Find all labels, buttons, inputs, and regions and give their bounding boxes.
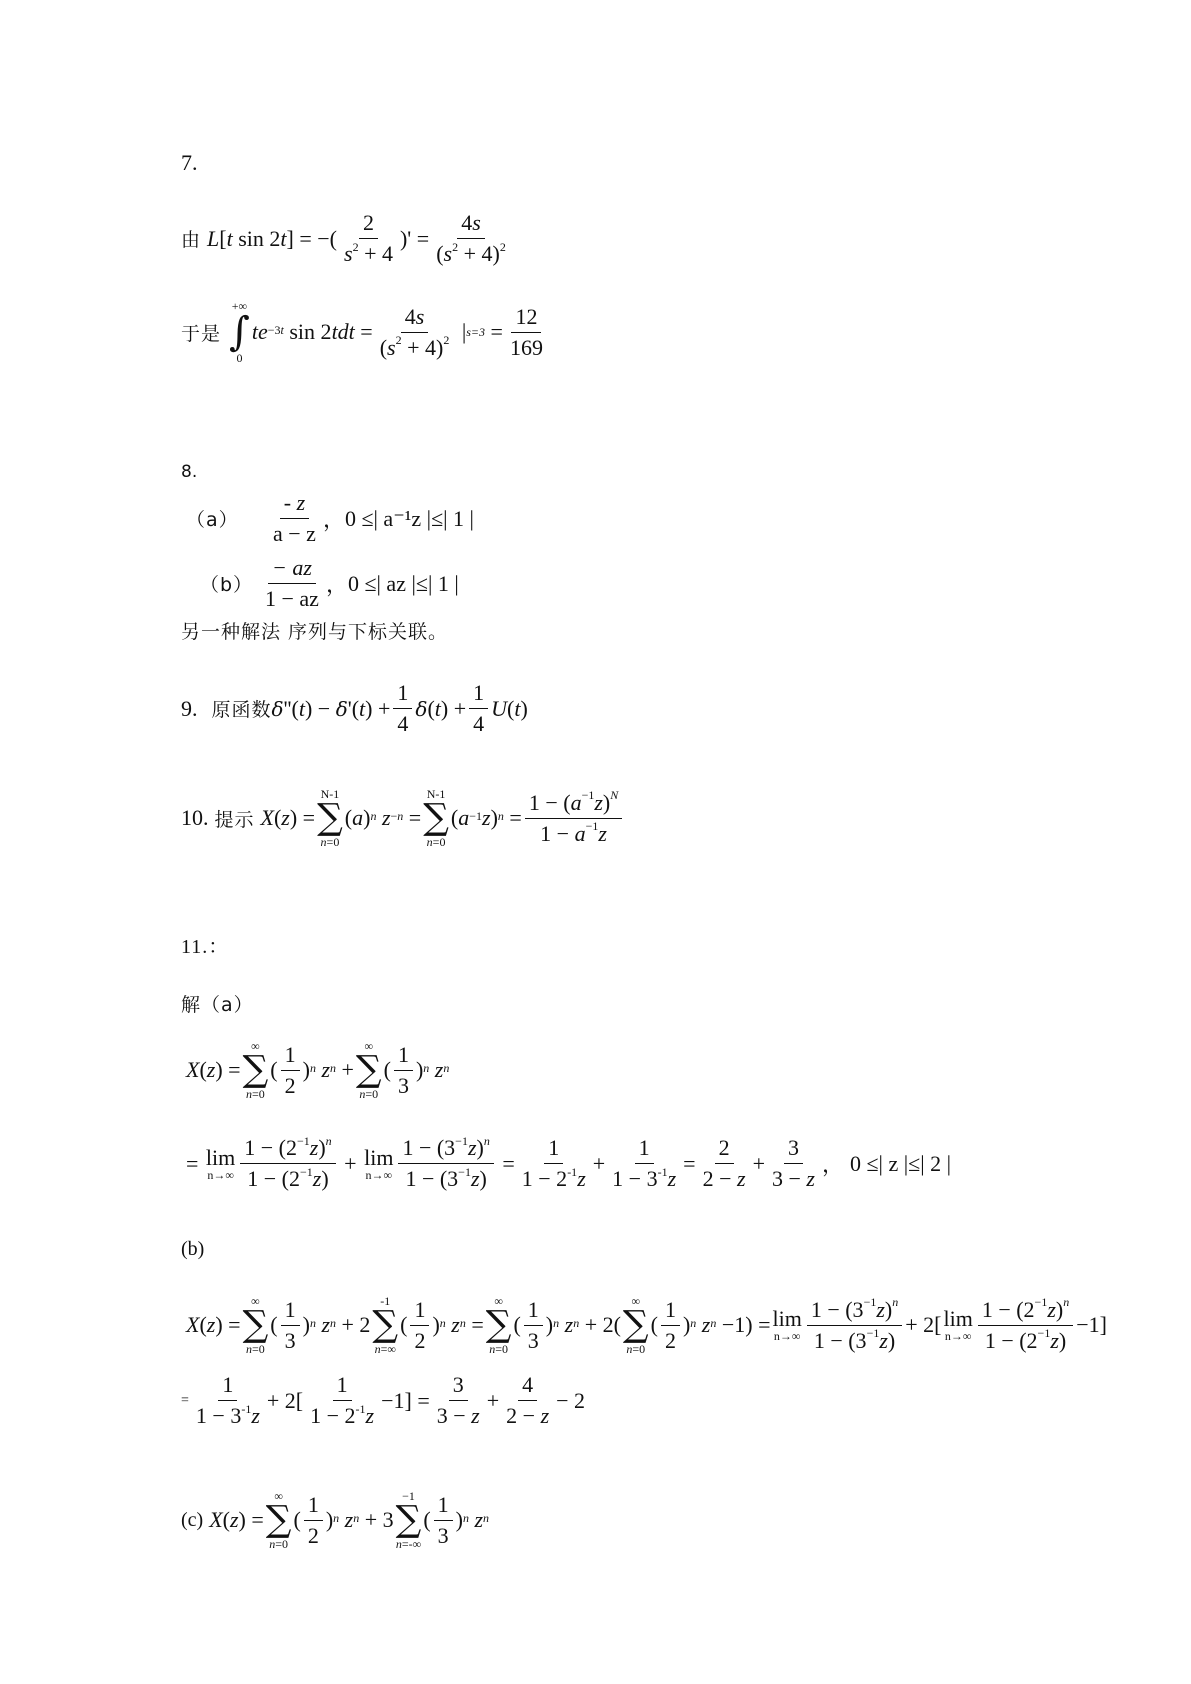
- limit-operator: lim n→∞: [205, 1144, 236, 1182]
- problem-9-line: 9. 原函数 δ ''( t ) − δ '( t ) + $\frac{1}{4}$ δ ( t ) + $\frac{1}{4}$ U ( t ): [181, 680, 528, 736]
- fraction: $\frac{4s}{(s^2 + 4)^2}$: [436, 210, 506, 266]
- sum-sign: N-1 ∑ n=0: [317, 787, 343, 849]
- problem-7-integral-line: 于是 +∞ ∫ 0 te $^{-3t}$ sin 2 tdt = $\frac{4s}{(s^2 + 4)^2}$ | s=3 = $\frac{12}{169}$: [181, 300, 550, 364]
- problem-11-a-line-1: X ( z ) = ∞ ∑ n=0 ( $\frac{1}{2}$ ) $^n$ z $^n$ + ∞ ∑ n=0 ( $\frac{1}{3}$ ) $^n$ z $^n$: [186, 1039, 450, 1101]
- problem-8-note: 另一种解法 序列与下标关联。: [181, 621, 449, 643]
- sum-sign: ∞ ∑ n=0: [355, 1039, 382, 1101]
- fraction: $\frac{1 - (a^{-1}z)^N}{1 - a^{-1}z}$: [525, 790, 622, 847]
- problem-11-b-line-2: = $\frac{1}{1 - 3^{-1}z}$ + 2[ $\frac{1}{1 - 2^{-1}z}$ −1] = $\frac{3}{3 - z}$ + $\frac{4}{2 - z}$ − 2: [181, 1372, 586, 1428]
- problem-8-part-a: （a） $\frac{- z}{a - z}$ ， 0 ≤| a⁻¹z |≤| 1 |: [186, 490, 474, 546]
- problem-7-number: 7.: [181, 150, 198, 175]
- problem-11-a-label: 解（a）: [181, 994, 254, 1016]
- problem-11-c-line: (c) X ( z ) = ∞ ∑ n=0 ( $\frac{1}{2}$ ) $^n$ z $^n$ + 3 −1 ∑ n=-∞ ( $\frac{1}{3}$ ) $^n$ z $^n$: [181, 1489, 490, 1551]
- sum-sign: N-1 ∑ n=0: [423, 787, 449, 849]
- problem-11-number: 11.：: [181, 936, 230, 958]
- fraction: $\frac{1}{4}$: [393, 680, 412, 737]
- problem-7-prefix-2: 于是: [181, 322, 222, 345]
- problem-10-line: 10. 提示 X ( z ) = N-1 ∑ n=0 ( a ) $^n$ z $^{-n}$ = N-1 ∑ n=0 ( a $^{-1}$ z ) $^n$ = $\frac{1 - (a^{-1}z)^N}{1 - a^{-1}z}$: [181, 788, 625, 848]
- integral-sign: +∞ ∫ 0: [229, 299, 250, 365]
- fraction: $\frac{- z}{a - z}$: [273, 490, 316, 546]
- fraction: $\frac{- az}{1 - az}$: [265, 555, 319, 611]
- problem-8-number: 8.: [181, 462, 198, 482]
- problem-11-b-label: (b): [181, 1238, 205, 1260]
- fraction: $\frac{4s}{(s^2 + 4)^2}$: [379, 303, 450, 360]
- fraction: $\frac{1}{4}$: [469, 680, 488, 737]
- problem-7-laplace-line: 由 L [ t sin 2 t ] = −( $\frac{2}{s^2 + 4}$ )' = $\frac{4s}{(s^2 + 4)^2}$: [181, 210, 513, 267]
- limit-operator: lim n→∞: [364, 1144, 394, 1182]
- problem-11-b-line-1: X ( z ) = ∞ ∑ n=0 ( $\frac{1}{3}$ ) $^n$ z $^n$ + 2 -1 ∑ n=∞ ( $\frac{1}{2}$ ) $^n$ z $^n$ = ∞ ∑ n=0 ( $\frac{1}{3}$ ) $^n$ z $^n$ + 2( ∞ ∑ n=0 ( $\frac{1}{2}$ ) $^n$ z $^n$ −1) = lim n→∞ $\frac{1 - (3^{-1}z)^n}{1 - (3^{-1}z)}$ + 2[ lim n→∞ $\frac{1 - (2^{-1}z)^n}{1 - (2^{-1}z)}$ −1]: [186, 1294, 1107, 1356]
- fraction: $\frac{2}{s^2 + 4}$: [344, 210, 393, 266]
- problem-11-a-line-2: = lim n→∞ $\frac{1 - (2^{-1}z)^n}{1 - (2^{-1}z)}$ + lim n→∞ $\frac{1 - (3^{-1}z)^n}{1 - (3^{-1}z)}$ = $\frac{1}{1 - 2^{-1}z}$ + $\frac{1}{1 - 3^{-1}z}$ = $\frac{2}{2 - z}$ + $\frac{3}{3 - z}$ ， 0 ≤| z |≤| 2 |: [186, 1133, 952, 1191]
- result-fraction: $\frac{12}{169}$: [509, 303, 543, 360]
- problem-7-prefix: 由: [181, 229, 202, 251]
- problem-8-part-b: （b） $\frac{- az}{1 - az}$ ， 0 ≤| az |≤| 1 |: [200, 555, 459, 611]
- sum-sign: ∞ ∑ n=0: [242, 1039, 269, 1101]
